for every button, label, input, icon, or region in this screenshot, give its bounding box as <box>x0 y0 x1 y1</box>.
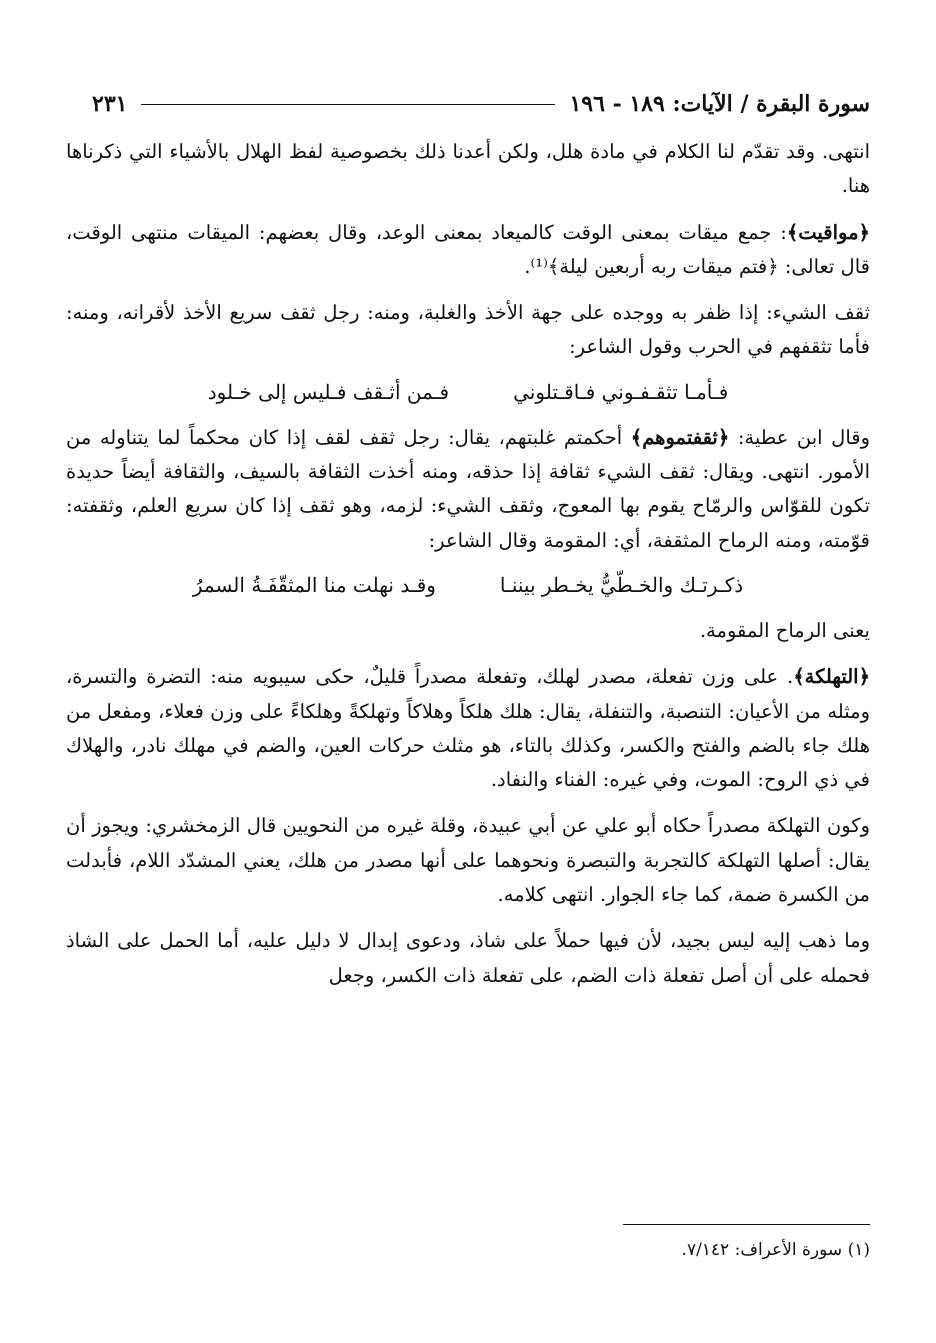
verse-2-first-hemistich: ذكـرتـك والخـطّيُّ يخـطر بيننـا <box>499 572 744 597</box>
term-tahluka: ﴿التهلكة﴾ <box>793 665 870 689</box>
poetry-verse-2 <box>66 568 870 602</box>
paragraph-zamakhshari: وكون التهلكة مصدراً حكاه أبو علي عن أبي عبيدة، وقلة غيره من النحويين قال الزمخشري: ويجوز أن يقال: أصلها التهلكة كالتجربة والتبصرة ونحوهما على أنها مصدر من هلك، يعني المشدّد اللام، فأبدلت من الكسرة ضمة، كما جاء الجوار. انتهى كلامه. <box>66 814 870 907</box>
paragraph-ibn-atiyya-lead: وقال ابن عطية: <box>729 425 870 449</box>
term-thaqiftumuhum: ﴿ثقفتموهم﴾ <box>630 425 730 449</box>
paragraph-mawaqit-text: : جمع ميقات بمعنى الوقت كالميعاد بمعنى الوعد، وقال بعضهم: الميقات منتهى الوقت، قال تعالى: ﴿فتم ميقات ربه أربعين ليلة﴾⁽¹⁾. <box>66 220 870 278</box>
paragraph-critique: وما ذهب إليه ليس بجيد، لأن فيها حملاً على شاذ، ودعوى إبدال لا دليل عليه، أما الحمل على الشاذ فحمله على أن أصل تفعلة ذات الضم، على تفعلة ذات الكسر، وجعل <box>66 929 870 987</box>
term-mawaqit: ﴿مواقيت﴾ <box>786 220 870 244</box>
footnote-separator <box>623 1224 870 1225</box>
verse-1-second-hemistich: فـمن أثـقف فـليس إلى خـلود <box>207 379 450 404</box>
paragraph-1: انتهى. وقد تقدّم لنا الكلام في مادة هلل، ولكن أعدنا ذلك بخصوصية لفظ الهلال بالأشياء التي ذكرناها هنا. <box>66 140 870 198</box>
footnote-1: (١) سورة الأعراف: ٧/١٤٢. <box>681 1240 870 1260</box>
paragraph-tahluka-text: . على وزن تفعلة، مصدر لهلك، وتفعلة مصدراً قليلٌ، حكى سيبويه منه: التضرة والتسرة، ومثله من الأعيان: التنصبة، والتنفلة، يقال: هلك هلكاً وهلاكاً وتهلكةً وهلكاءً على وزن فعلاء، ومفعل من هلك جاء بالضم والفتح والكسر، وكذلك بالتاء، هو مثلث حركات العين، والضم في مهلك نادر، والهلاك في ذي الروح: الموت، وفي غيره: الفناء والنفاد. <box>66 665 870 792</box>
poetry-verse-1 <box>66 375 870 409</box>
paragraph-thaqif: ثقف الشيء: إذا ظفر به ووجده على جهة الأخذ والغلبة، ومنه: رجل ثقف سريع الأخذ لأقرانه، ومنه: فأما تثقفهم في الحرب وقول الشاعر: <box>66 301 870 359</box>
verse-1-first-hemistich: فـأمـا تثقـفـوني فـاقـتلوني <box>513 379 729 404</box>
paragraph-tahluka <box>66 660 870 797</box>
paragraph-spears: يعنى الرماح المقومة. <box>699 618 870 642</box>
surah-title: سورة البقرة / الآيات: ١٨٩ - ١٩٦ <box>569 91 870 117</box>
page-number: ٢٣١ <box>92 91 128 117</box>
paragraph-ibn-atiyya-text: أحكمتم غلبتهم، يقال: رجل ثقف لقف إذا كان محكماً لما يتناوله من الأمور. انتهى. ويقال: ثقف الشيء ثقافة إذا حذقه، ومنه أخذت الثقافة بالسيف، والثقافة أيضاً حديدة تكون للقوّاس والرمّاح يقوم بها المعوج، وثقف الشيء: لزمه، وهو ثقف إذا كان سريع العلم، وثقفته: قوّمته، ومنه الرماح المثقفة، أي: المقومة وقال الشاعر: <box>66 425 870 552</box>
running-header <box>92 84 870 124</box>
main-text <box>66 135 870 1005</box>
paragraph-ibn-atiyya <box>66 421 870 558</box>
paragraph-mawaqit <box>66 216 870 285</box>
header-rule <box>141 104 555 105</box>
verse-2-second-hemistich: وقـد نهلت منا المثقّفَـةُ السمرُ <box>192 572 436 597</box>
